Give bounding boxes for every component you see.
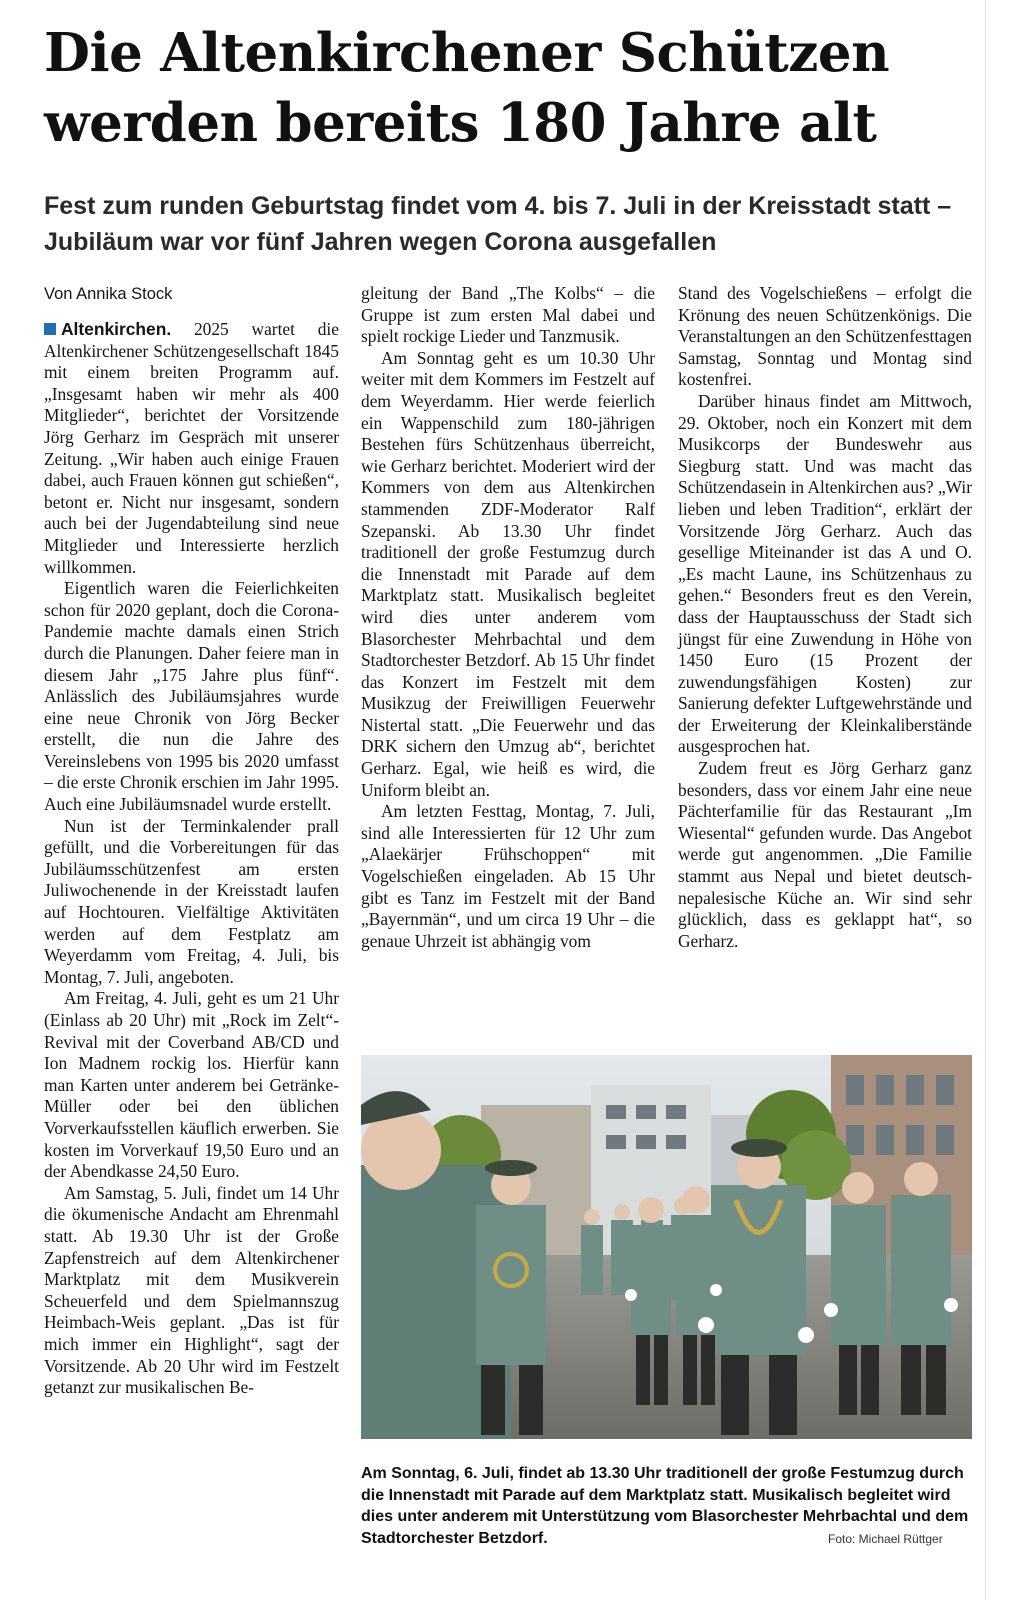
photo-caption: Am Sonntag, 6. Juli, findet ab 13.30 Uhr traditionell der große Festumzug durch die Innenstadt mit Parade auf dem Marktplatz statt. Musikalisch begleitet wird dies unter anderem mit Unterstützung vom Blasorchester Mehrbachtal und dem Stadtorchester Betzdorf. [361, 1465, 969, 1547]
paragraph-text: 2025 wartet die Altenkirchener Schützengesellschaft 1845 mit einem breiten Programm auf. „Insgesamt haben wir mehr als 400 Mitglieder“, berichtet der Vorsitzende Jörg Gerharz im Gespräch mit unserer Zeitung. „Wir haben auch einige Frauen dabei, auch Frauen können gut schießen“, betont er. Nicht nur insgesamt, sondern auch bei der Jugendabteilung sind neue Mitglieder und Interessierte herzlich willkommen. [44, 319, 339, 577]
paragraph: Darüber hinaus findet am Mittwoch, 29. Oktober, noch ein Konzert mit dem Musikcorps der Bundeswehr aus Siegburg statt. Und was macht das Schützendasein in Altenkirchen aus? „Wir lieben und leben Tradition“, erklärt der Vorsitzende Jörg Gerharz. Auch das gesellige Miteinander ist das A und O. „Es macht Laune, ins Schützenhaus zu gehen.“ Besonders freut es den Verein, dass der Hauptausschuss der Stadt sich jüngst für eine Zuwendung in Höhe von 1450 Euro (15 Prozent der zuwendungsfähigen Kosten) zur Sanierung defekter Luftgewehrstände und der Erweiterung der Kleinkaliberstände ausgesprochen hat. [678, 390, 972, 757]
paragraph: Am Freitag, 4. Juli, geht es um 21 Uhr (Einlass ab 20 Uhr) mit „Rock im Zelt“-Revival mit der Coverband AB/CD und Ion Madnem rockig los. Hierfür kann man Karten unter anderem bei Getränke-Müller oder bei den üblichen Vorverkaufsstellen käuflich erwerben. Sie kosten im Vorverkauf 19,50 Euro und an der Abendkasse 24,50 Euro. [44, 988, 339, 1182]
subheadline: Fest zum runden Geburtstag findet vom 4. bis 7. Juli in der Kreisstadt statt – Jubiläum war vor fünf Jahren wegen Corona ausgefallen [44, 192, 952, 256]
parade-photo [361, 1055, 972, 1439]
text-column-3 [678, 283, 972, 952]
paragraph [44, 319, 339, 578]
parade-illustration [361, 1055, 972, 1439]
section-marker-icon [44, 323, 56, 335]
paragraph: Zudem freut es Jörg Gerharz ganz besonders, dass vor einem Jahr eine neue Pächterfamilie für das Restaurant „Im Wiesental“ gefunden wurde. Das Angebot werde gut angenommen. „Die Familie stammt aus Nepal und bietet deutsch-nepalesische Küche an. Wir sind sehr glücklich, dass es geklappt hat“, so Gerharz. [678, 758, 972, 951]
text-column-1 [44, 283, 339, 1399]
text-column-2 [361, 283, 655, 952]
photo-credit: Foto: Michael Rüttger [828, 1532, 943, 1546]
headline: Die Altenkirchener Schützen werden bereits 180 Jahre alt [44, 22, 890, 154]
paragraph: Am Sonntag geht es um 10.30 Uhr weiter mit dem Kommers im Festzelt auf dem Weyerdamm. Hier werde feierlich ein Wappenschild zum 180-jährigen Bestehen fürs Schützenhaus überreicht, wie Gerharz berichtet. Moderiert wird der Kommers von dem aus Altenkirchen stammenden ZDF-Moderator Ralf Szepanski. Ab 13.30 Uhr findet traditionell der große Festumzug durch die Innenstadt mit Parade auf dem Marktplatz statt. Musikalisch begleitet wird dies unter anderem vom Blasorchester Mehrbachtal und dem Stadtorchester Betzdorf. Ab 15 Uhr findet das Konzert im Festzelt mit dem Musikzug der Freiwilligen Feuerwehr Nistertal statt. „Die Feuerwehr und das DRK sichern den Umzug ab“, berichtet Gerharz. Egal, wie heiß es wird, die Uniform bleibt an. [361, 347, 655, 800]
paragraph: Am letzten Festtag, Montag, 7. Juli, sind alle Interessierten für 12 Uhr zum „Alaekärjer Frühschoppen“ mit Vogelschießen eingeladen. Ab 15 Uhr gibt es Tanz im Festzelt mit der Band „Bayernmän“, und um circa 19 Uhr – die genaue Uhrzeit ist abhängig vom [361, 801, 655, 951]
paragraph: Nun ist der Terminkalender prall gefüllt, und die Vorbereitungen für das Jubiläumsschützenfest am ersten Juliwochenende in der Kreisstadt laufen auf Hochtouren. Vielfältige Aktivitäten werden auf dem Festplatz am Weyerdamm vom Freitag, 4. Juli, bis Montag, 7. Juli, angeboten. [44, 815, 339, 987]
paragraph: gleitung der Band „The Kolbs“ – die Gruppe ist zum ersten Mal dabei und spielt rockige Lieder und Tanzmusik. [361, 283, 655, 347]
paragraph: Stand des Vogelschießens – erfolgt die Krönung des neuen Schützenkönigs. Die Veranstaltungen an den Schützenfesttagen Samstag, Sonntag und Montag sind kostenfrei. [678, 283, 972, 390]
dateline: Altenkirchen. [61, 319, 172, 339]
paragraph: Eigentlich waren die Feierlichkeiten schon für 2020 geplant, doch die Corona-Pandemie machte damals einen Strich durch die Planungen. Daher feiere man in diesem Jahr „175 Jahre plus fünf“. Anlässlich des Jubiläumsjahres wurde eine neue Chronik von Jörg Becker erstellt, die nun die Jahre des Vereinslebens von 1995 bis 2020 umfasst – die erste Chronik erschien im Jahr 1995. Auch eine Jubiläumsnadel wurde erstellt. [44, 578, 339, 815]
byline: Von Annika Stock [44, 285, 173, 303]
paragraph: Am Samstag, 5. Juli, findet um 14 Uhr die ökumenische Andacht am Ehrenmahl statt. Ab 19.30 Uhr ist der Große Zapfenstreich auf dem Altenkirchener Marktplatz mit dem Musikverein Scheuerfeld und dem Spielmannszug Heimbach-Weis geplant. „Das ist für mich immer ein Highlight“, sagt der Vorsitzende. Ab 20 Uhr wird im Festzelt getanzt zur musikalischen Be- [44, 1182, 339, 1398]
column-rule [985, 0, 986, 1600]
